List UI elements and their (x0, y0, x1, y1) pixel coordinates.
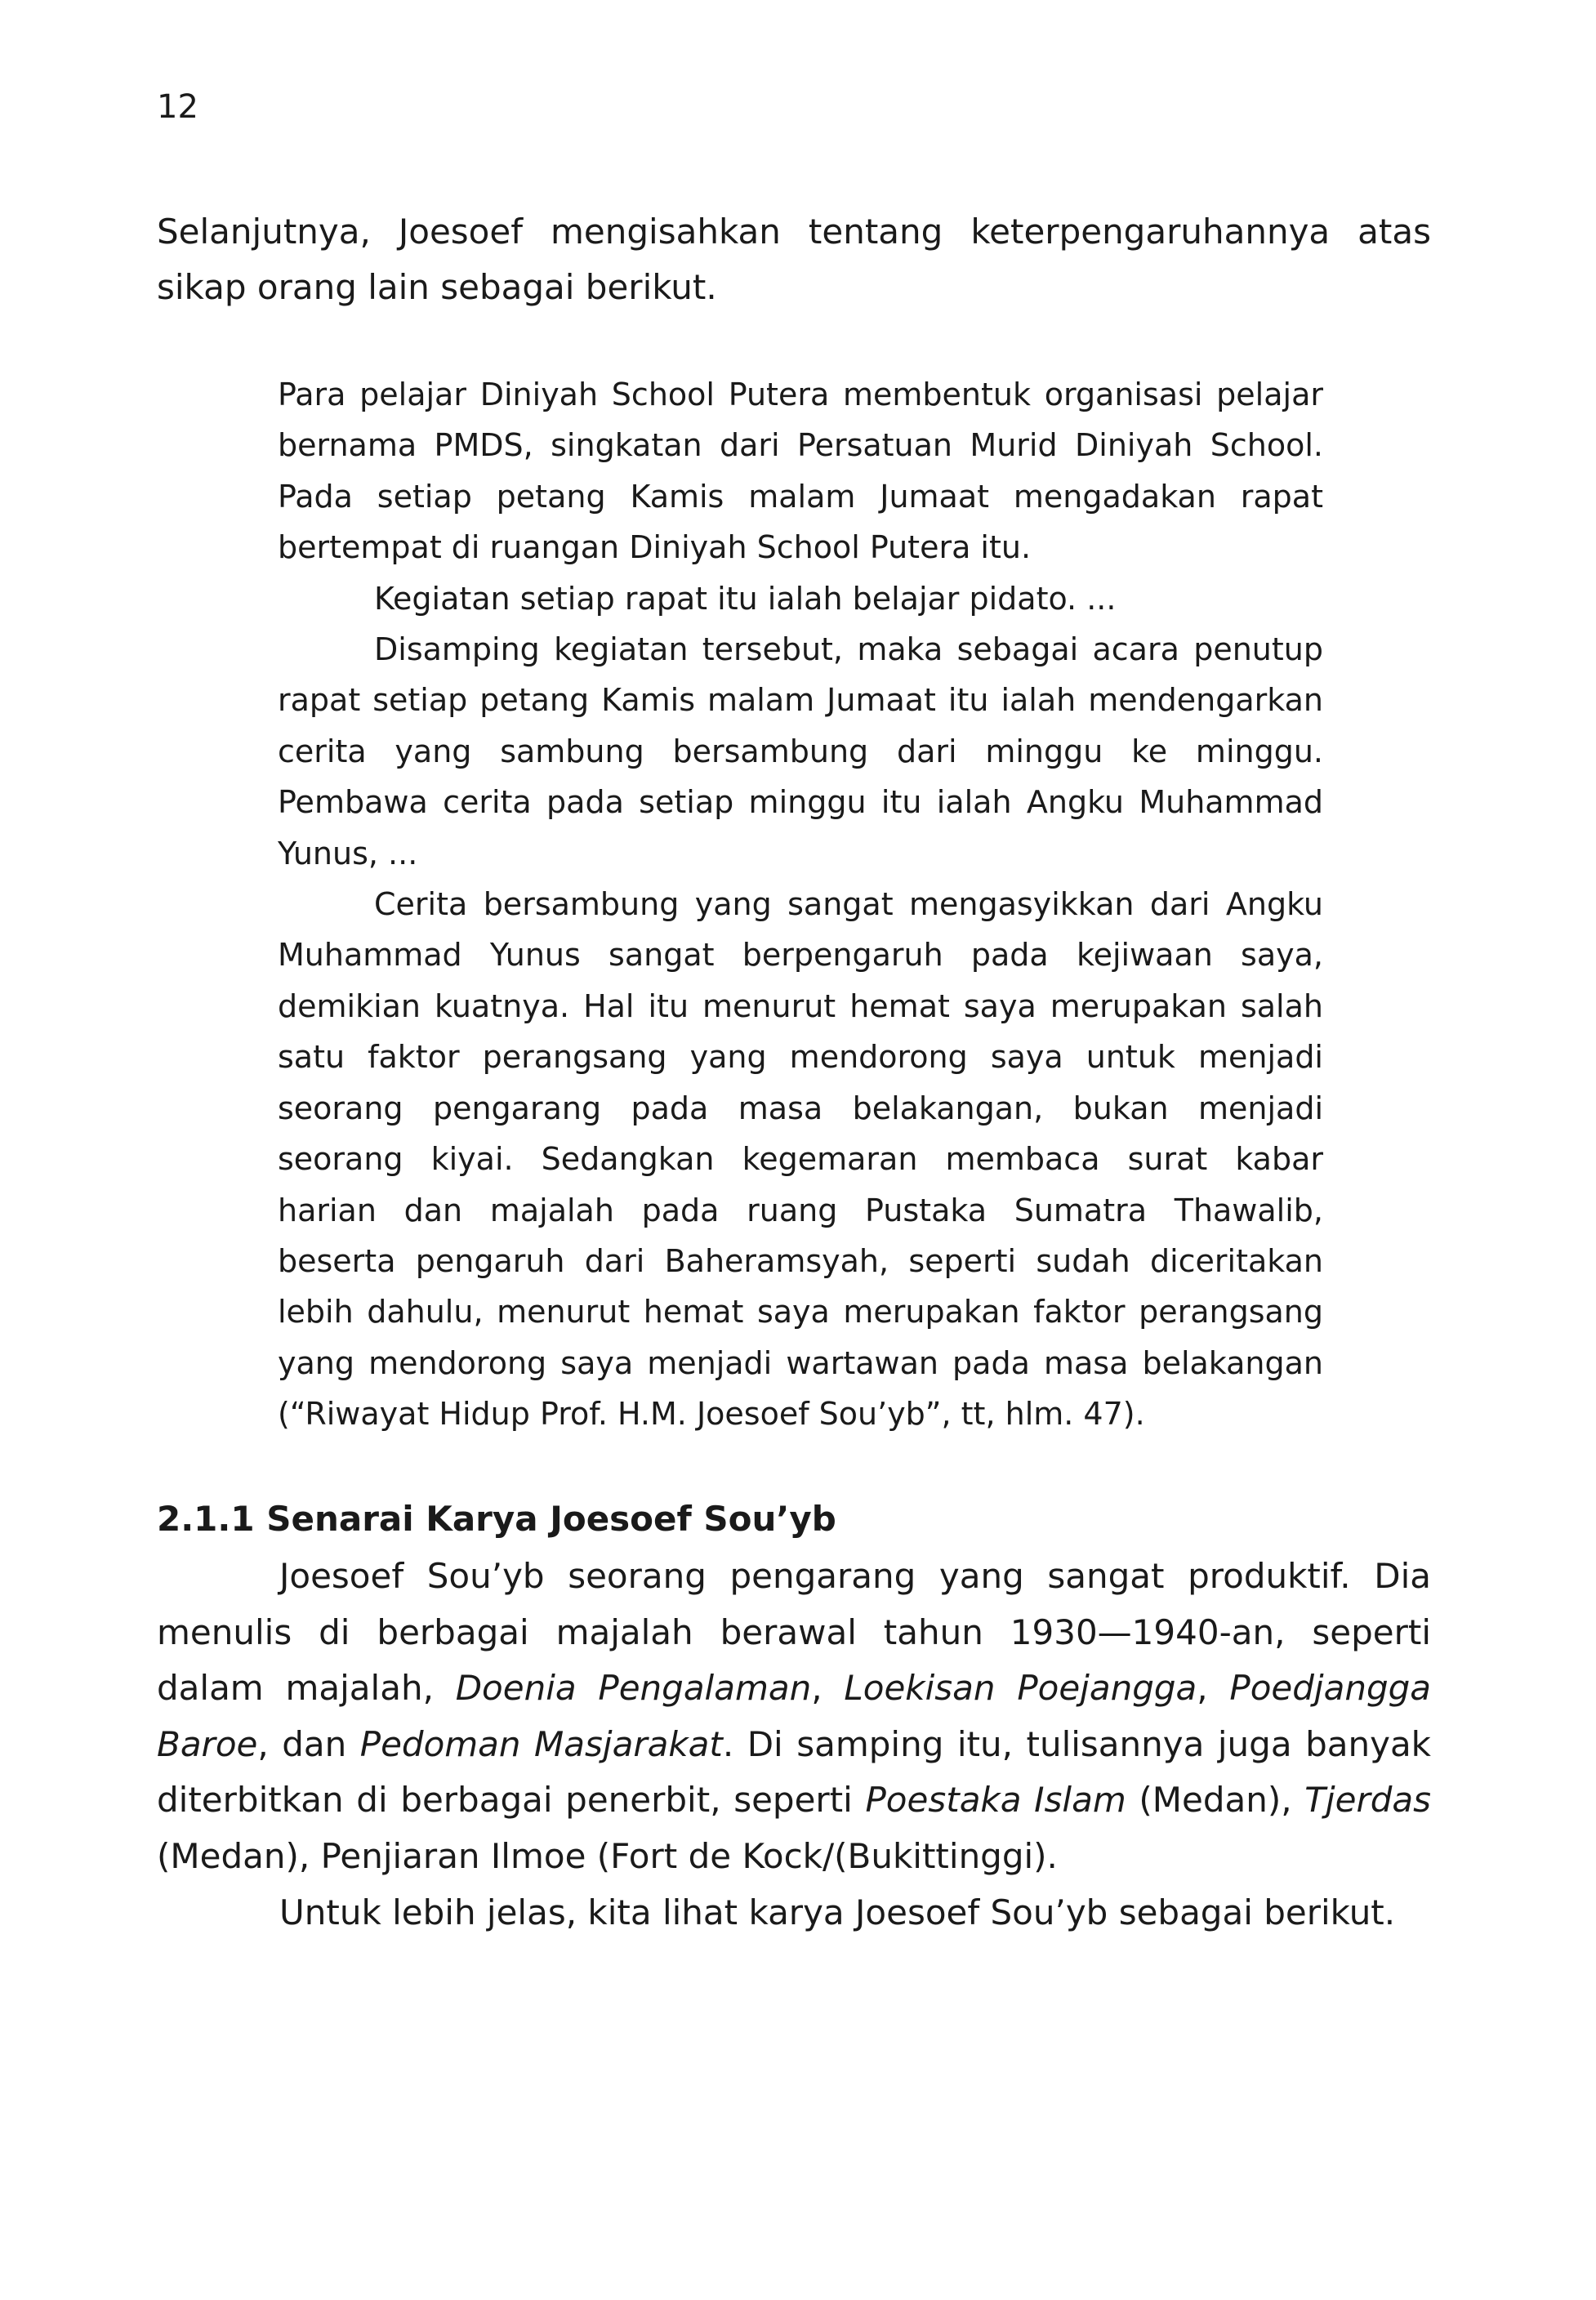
magazine-title: Doenia Pengalaman (455, 1668, 812, 1709)
page-number: 12 (157, 88, 198, 126)
quote-paragraph-1: Para pelajar Diniyah School Putera membentuk organisasi pelajar bernama PMDS, singkatan dari Persatuan Murid Diniyah School. Pada setiap petang Kamis malam Jumaat mengadakan rapat bertempat di ruangan Diniyah School Putera itu. (278, 377, 1323, 566)
quote-paragraph-2: Kegiatan setiap rapat itu ialah belajar pidato. ... (374, 580, 1117, 617)
body-text-run: (Medan), (1126, 1780, 1305, 1821)
body-text-run: . Di samping itu, tulisannya juga banyak diterbitkan di berbagai penerbit, seperti (157, 1723, 1431, 1821)
body-text (157, 1549, 1431, 1941)
section-heading (157, 1493, 836, 1545)
intro-paragraph: Selanjutnya, Joesoef mengisahkan tentang keterpengaruhannya atas sikap orang lain sebagai berikut. (157, 212, 1431, 307)
section-title: Senarai Karya Joesoef Sou’yb (266, 1499, 836, 1539)
body-text-run: , (1197, 1668, 1230, 1709)
quote-paragraph-3: Disamping kegiatan tersebut, maka sebagai acara penutup rapat setiap petang Kamis malam Jumaat itu ialah mendengarkan cerita yang sambung bersambung dari minggu ke minggu. Pembawa cerita pada setiap minggu itu ialah Angku Muhammad Yunus, ... (278, 631, 1323, 871)
body-text-run: , (811, 1668, 845, 1709)
body-text-run: Joesoef Sou’yb seorang pengarang yang sangat produktif. Dia menulis di berbagai majalah berawal tahun 1930—1940-an, seperti dalam majalah, (157, 1556, 1431, 1709)
publisher-name: Poestaka Islam (865, 1780, 1126, 1821)
body-paragraph-2: Untuk lebih jelas, kita lihat karya Joesoef Sou’yb sebagai berikut. (279, 1892, 1396, 1932)
block-quote (278, 369, 1323, 1440)
magazine-title: Poedjangga Baroe (157, 1668, 1431, 1764)
quote-paragraph-4: Cerita bersambung yang sangat mengasyikkan dari Angku Muhammad Yunus sangat berpengaruh pada kejiwaan saya, demikian kuatnya. Hal itu menurut hemat saya merupakan salah satu faktor perangsang yang mendorong saya untuk menjadi seorang pengarang pada masa belakangan, bukan menjadi seorang kiyai. Sedangkan kegemaran membaca surat kabar harian dan majalah pada ruang Pustaka Sumatra Thawalib, beserta pengaruh dari Baheramsyah, seperti sudah diceritakan lebih dahulu, menurut hemat saya merupakan faktor perangsang yang mendorong saya menjadi wartawan pada masa belakangan (“Riwayat Hidup Prof. H.M. Joesoef Sou’yb”, tt, hlm. 47). (278, 886, 1323, 1433)
publisher-name: Tjerdas (1304, 1780, 1431, 1821)
body-paragraph-1 (157, 1549, 1431, 1885)
body-text-run: , dan (257, 1723, 360, 1764)
magazine-title: Pedoman Masjarakat (359, 1723, 723, 1764)
body-text-run: (Medan), Penjiaran Ilmoe (Fort de Kock/(Bukittinggi). (157, 1835, 1058, 1876)
section-number: 2.1.1 (157, 1499, 255, 1539)
magazine-title: Loekisan Poejangga (844, 1668, 1197, 1709)
